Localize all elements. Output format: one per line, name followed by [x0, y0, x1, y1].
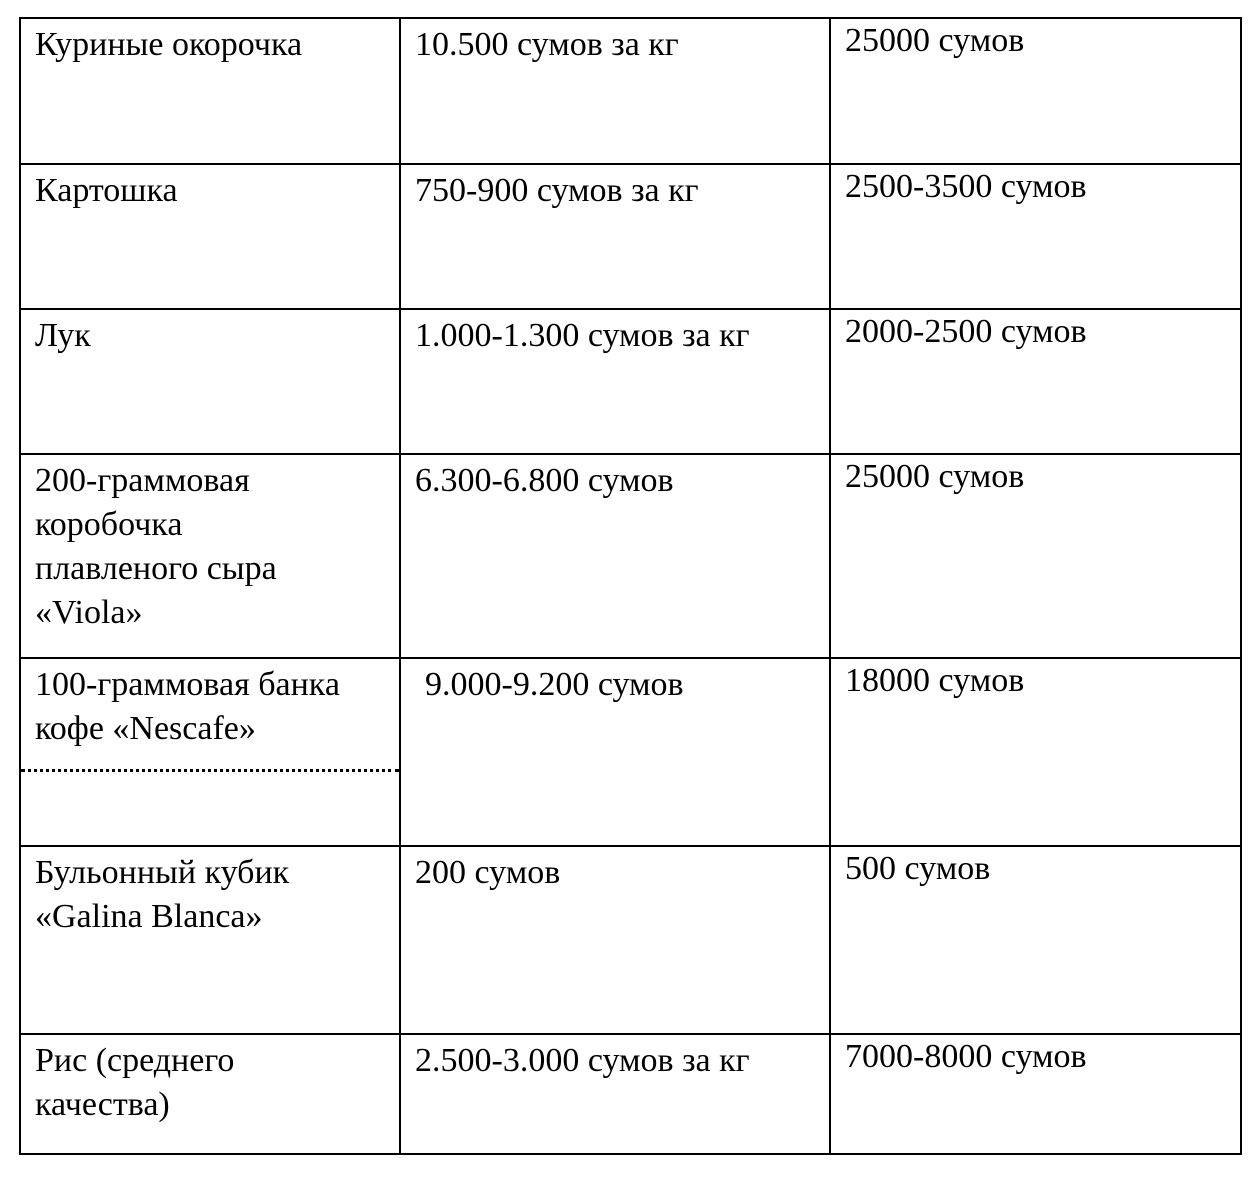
item-name: 200-граммовая коробочка плавленого сыра «Viola»	[35, 462, 277, 631]
table-row	[20, 1034, 1241, 1154]
retail-price-cell	[830, 846, 1241, 1034]
retail-price: 25000 сумов	[845, 22, 1025, 59]
wholesale-price-cell	[400, 309, 830, 454]
table-row	[20, 658, 1241, 846]
wholesale-price-cell	[400, 454, 830, 658]
retail-price-cell	[830, 1034, 1241, 1154]
item-cell	[20, 1034, 400, 1154]
wholesale-price: 9.000-9.200 сумов	[425, 666, 684, 703]
retail-price-cell	[830, 658, 1241, 846]
price-table	[19, 17, 1242, 1155]
wholesale-price: 1.000-1.300 сумов за кг	[415, 317, 750, 354]
retail-price: 500 сумов	[845, 850, 991, 887]
item-cell	[20, 454, 400, 658]
item-cell	[20, 164, 400, 309]
retail-price: 25000 сумов	[845, 458, 1025, 495]
retail-price: 2500-3500 сумов	[845, 168, 1087, 205]
item-name: Бульонный кубик «Galina Blanca»	[35, 854, 290, 935]
retail-price: 2000-2500 сумов	[845, 313, 1087, 350]
retail-price: 18000 сумов	[845, 662, 1025, 699]
item-cell	[20, 846, 400, 1034]
wholesale-price: 6.300-6.800 сумов	[415, 462, 674, 499]
retail-price-cell	[830, 164, 1241, 309]
wholesale-price-cell	[400, 846, 830, 1034]
wholesale-price: 2.500-3.000 сумов за кг	[415, 1042, 750, 1079]
table-row	[20, 454, 1241, 658]
wholesale-price: 750-900 сумов за кг	[415, 172, 699, 209]
item-name: Рис (среднего качества)	[35, 1042, 235, 1123]
item-cell	[20, 658, 400, 846]
wholesale-price-cell	[400, 658, 830, 846]
wholesale-price: 10.500 сумов за кг	[415, 26, 679, 63]
item-name: Картошка	[35, 172, 178, 209]
table-row	[20, 309, 1241, 454]
retail-price-cell	[830, 454, 1241, 658]
retail-price: 7000-8000 сумов	[845, 1038, 1087, 1075]
table-row	[20, 846, 1241, 1034]
item-name: Лук	[35, 317, 91, 354]
retail-price-cell	[830, 309, 1241, 454]
item-name: Куриные окорочка	[35, 26, 303, 63]
table-row	[20, 164, 1241, 309]
item-cell	[20, 309, 400, 454]
wholesale-price-cell	[400, 164, 830, 309]
wholesale-price: 200 сумов	[415, 854, 561, 891]
dotted-separator	[21, 769, 399, 772]
table-row	[20, 18, 1241, 164]
item-cell	[20, 18, 400, 164]
item-name: 100-граммовая банка кофе «Nescafe»	[35, 666, 340, 747]
retail-price-cell	[830, 18, 1241, 164]
wholesale-price-cell	[400, 18, 830, 164]
wholesale-price-cell	[400, 1034, 830, 1154]
